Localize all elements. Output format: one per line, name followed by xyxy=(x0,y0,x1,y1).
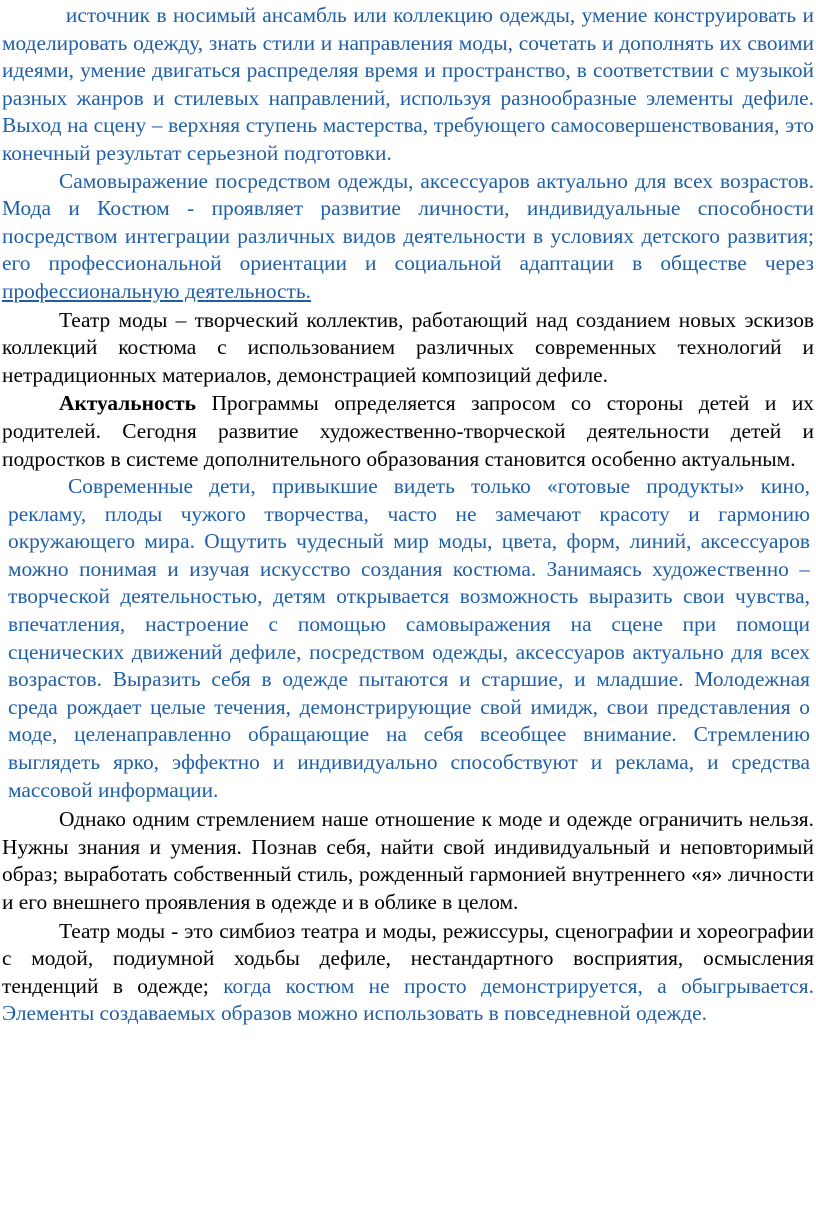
paragraph-relevance xyxy=(2,390,814,473)
paragraph-6-text: Однако одним стремлением наше отношение к моде и одежде ограничить нельзя. Нужны знания и умения. Познав себя, найти свой индивидуальный и неповторимый образ; выработать собственный стиль, рожденный гармонией внутреннего «я» личности и его внешнего проявления в одежде и в облике в целом. xyxy=(2,807,814,914)
paragraph-3-text: Театр моды – творческий коллектив, работающий над созданием новых эскизов коллекций костюма с использованием различных современных технологий и нетрадиционных материалов, демонстрацией композиций дефиле. xyxy=(2,307,814,387)
paragraph-1-text: источник в носимый ансамбль или коллекцию одежды, умение конструировать и моделировать одежду, знать стили и направления моды, сочетать и дополнять их своими идеями, умение двигаться распределяя время и пространство, в соответствии с музыкой разных жанров и стилевых направлений, используя разнообразные элементы дефиле. Выход на сцену – верхняя ступень мастерства, требующего самосовершенствования, это конечный результат серьезной подготовки. xyxy=(2,3,815,165)
paragraph-2-text: Самовыражение посредством одежды, аксессуаров актуально для всех возрастов. Мода и Костюм - проявляет развитие личности, индивидуальные способности посредством интеграции различных видов деятельности в условиях детского развития; его профессиональной ориентации и социальной адаптации в обществе через xyxy=(2,168,814,276)
paragraph-modern-children xyxy=(2,473,814,804)
paragraph-7-blue-text: когда костюм не просто демонстрируется, а обыгрывается. Элементы создаваемых образов можно использовать в повседневной одежде. xyxy=(2,973,814,1026)
paragraph-knowledge xyxy=(2,806,814,916)
paragraph-symbiosis xyxy=(2,918,814,1028)
paragraph-continuation xyxy=(2,2,814,168)
paragraph-7-black-text: Театр моды - это симбиоз театра и моды, режиссуры, сценографии и хореографии с модой, подиумной ходьбы дефиле, нестандартного восприятия, осмысления тенденций в одежде; xyxy=(2,918,814,998)
paragraph-5-text: Современные дети, привыкшие видеть только «готовые продукты» кино, рекламу, плоды чужого творчества, часто не замечают красоту и гармонию окружающего мира. Ощутить чудесный мир моды, цвета, форм, линий, аксессуаров можно понимая и изучая искусство создания костюма. Занимаясь художественно – творческой деятельностью, детям открывается возможность выразить свои чувства, впечатления, настроение с помощью самовыражения на сцене при помощи сценических движений дефиле, посредством одежды, аксессуаров актуально для всех возрастов. Выразить себя в одежде пытаются и старшие, и младшие. Молодежная среда рождает целые течения, демонстрирующие свой имидж, свои представления о моде, целенаправленно обращающие на себя всеобщее внимание. Стремлению выглядеть ярко, эффектно и индивидуально способствуют и реклама, и средства массовой информации. xyxy=(8,474,810,802)
professional-activity-link[interactable]: профессиональную деятельность. xyxy=(2,278,311,303)
paragraph-self-expression xyxy=(2,168,814,306)
relevance-heading: Актуальность xyxy=(59,391,196,416)
paragraph-4-text: Программы определяется запросом со стороны детей и их родителей. Сегодня развитие художественно-творческой деятельности детей и подростков в системе дополнительного образования становится особенно актуальным. xyxy=(2,391,814,471)
paragraph-fashion-theater xyxy=(2,307,814,390)
